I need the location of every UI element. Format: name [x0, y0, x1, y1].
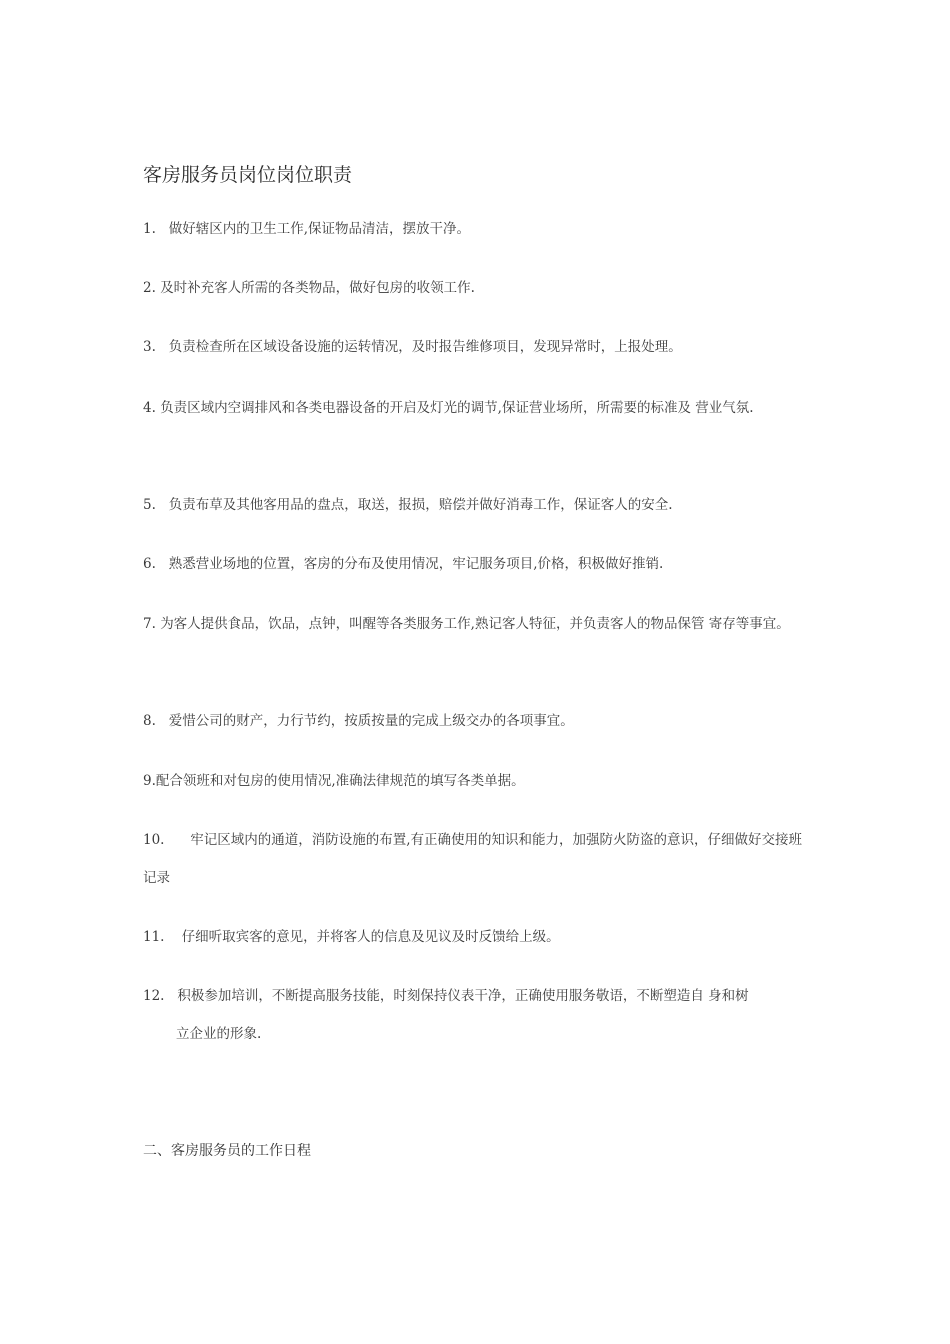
item-text: 仔细听取宾客的意见，并将客人的信息及见议及时反馈给上级。 [181, 929, 560, 945]
item-text-line1: 积极参加培训，不断提高服务技能，时刻保持仪表干净，正确使用服务敬语，不断塑造自 身和树 [177, 988, 749, 1004]
item-number: 4. [143, 400, 156, 416]
item-text: 负责检查所在区域设备设施的运转情况，及时报告维修项目，发现异常时，上报处理。 [168, 339, 682, 355]
item-number: 8. [143, 713, 156, 729]
item-text: 负责区域内空调排风和各类电器设备的开启及灯光的调节,保证营业场所，所需要的标准及 营业气氛. [160, 400, 754, 416]
item-number: 2. [143, 280, 156, 296]
list-item-3 [143, 328, 815, 366]
list-item-7 [143, 605, 815, 643]
list-item-1 [143, 210, 815, 248]
page-title: 客房服务员岗位岗位职责 [143, 164, 353, 186]
item-number: 11. [143, 929, 165, 945]
list-item-12 [143, 977, 815, 1053]
list-item-10 [143, 821, 815, 897]
item-text: 爱惜公司的财产，力行节约，按质按量的完成上级交办的各项事宜。 [168, 713, 574, 729]
item-text-line2: 立企业的形象. [176, 1026, 262, 1042]
list-item-6 [143, 545, 815, 583]
item-text: 做好辖区内的卫生工作,保证物品清洁，摆放干净。 [168, 221, 471, 237]
item-number: 12. [143, 988, 165, 1004]
item-text: 配合领班和对包房的使用情况,准确法律规范的填写各类单据。 [155, 773, 525, 789]
list-item-11 [143, 918, 815, 956]
item-number: 1. [143, 221, 156, 237]
item-number: 9. [143, 773, 156, 789]
item-number: 10. [143, 832, 165, 848]
item-number: 6. [143, 556, 156, 572]
list-item-4 [143, 389, 815, 427]
list-item-5 [143, 486, 815, 524]
section-heading: 二、客房服务员的工作日程 [143, 1143, 311, 1159]
item-text: 熟悉营业场地的位置，客房的分布及使用情况，牢记服务项目,价格，积极做好推销. [168, 556, 664, 572]
item-text: 及时补充客人所需的各类物品，做好包房的收领工作. [160, 280, 475, 296]
list-item-9 [143, 762, 815, 800]
item-number: 7. [143, 616, 156, 632]
list-item-8 [143, 702, 815, 740]
item-text: 牢记区域内的通道，消防设施的布置,有正确使用的知识和能力，加强防火防盗的意识，仔细做好交接班记录 [143, 832, 803, 886]
item-number: 5. [143, 497, 156, 513]
list-item-2 [143, 269, 815, 307]
item-number: 3. [143, 339, 156, 355]
item-text: 负责布草及其他客用品的盘点，取送，报损，赔偿并做好消毒工作，保证客人的安全. [168, 497, 673, 513]
item-text: 为客人提供食品，饮品，点钟，叫醒等各类服务工作,熟记客人特征，并负责客人的物品保管 寄存等事宜。 [160, 616, 790, 632]
